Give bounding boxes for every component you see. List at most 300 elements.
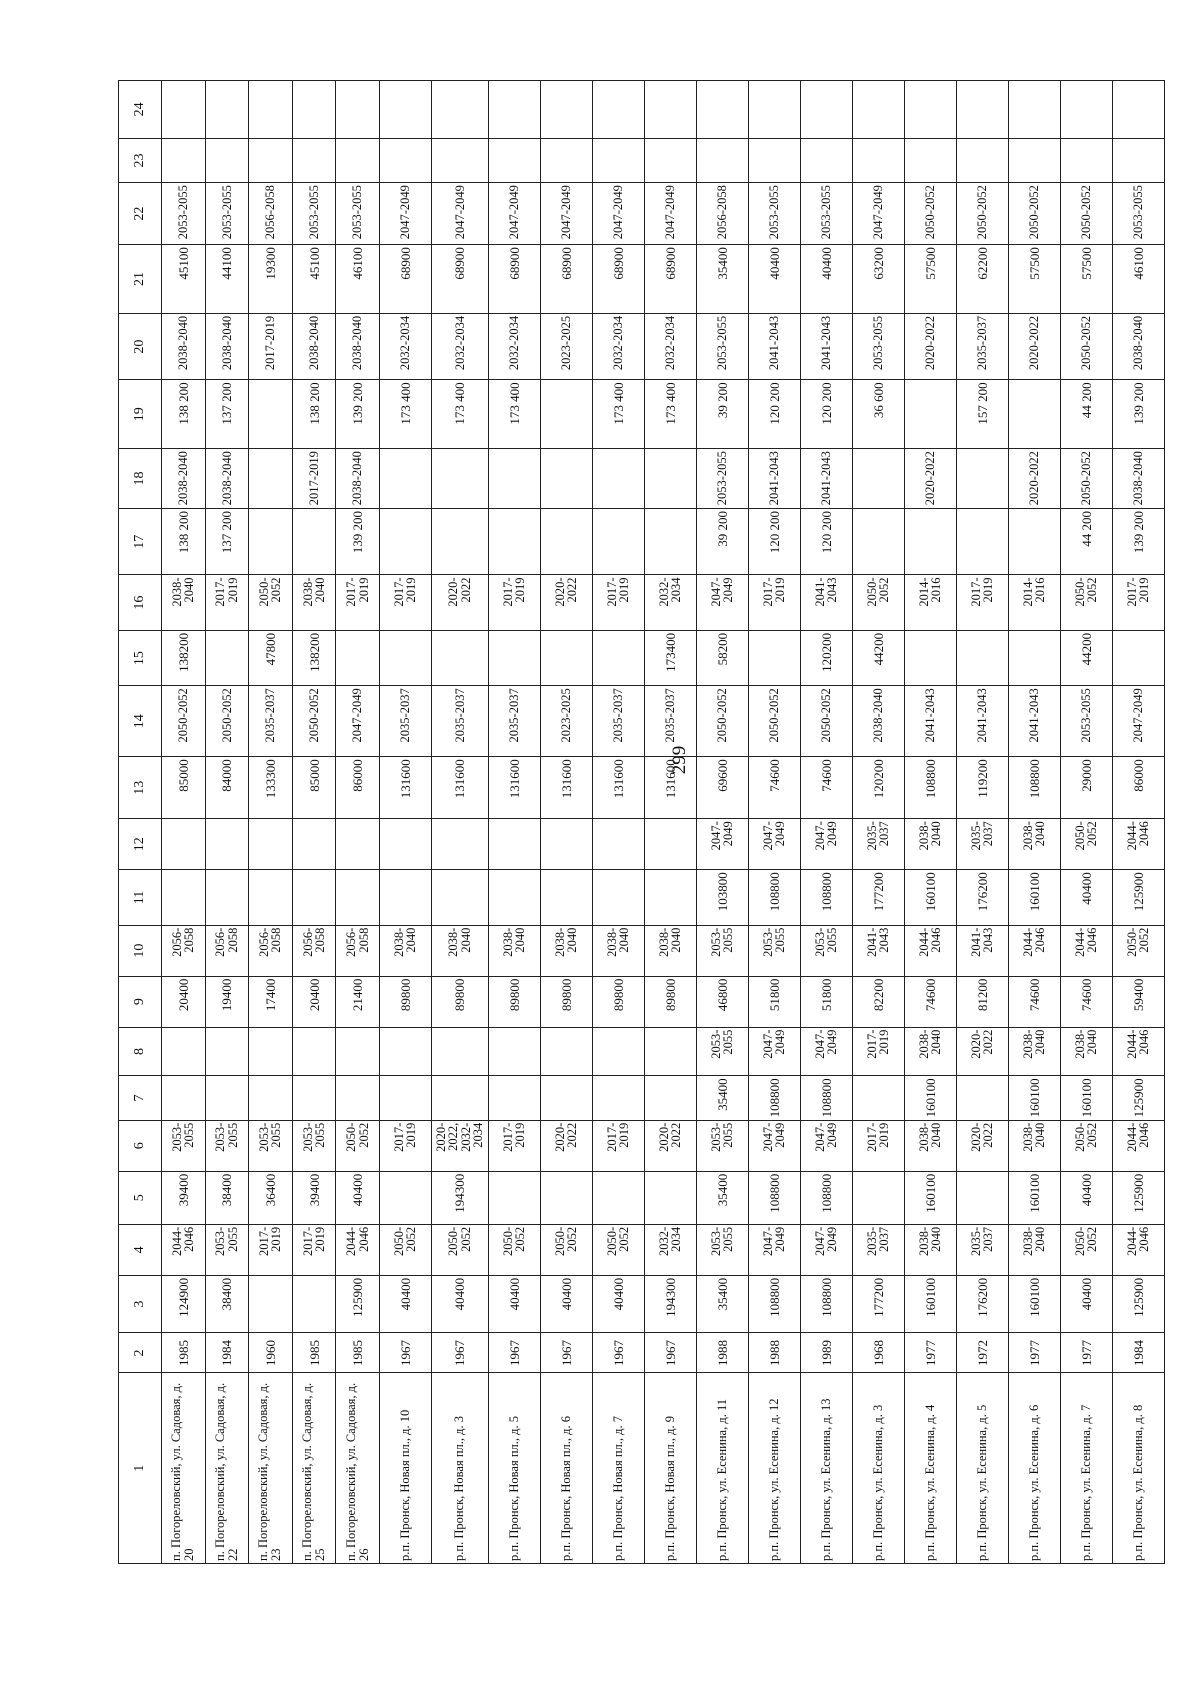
period-cell: 2020-2022 [956, 1027, 1008, 1076]
cost-cell: 35400 [696, 1171, 748, 1224]
year-cell: 1977 [904, 1333, 956, 1373]
period-cell: 2044-2046 [1112, 1224, 1164, 1275]
cost-cell: 40400 [431, 1275, 488, 1333]
cost-cell [379, 138, 431, 182]
period-cell: 2017-2019 [249, 313, 293, 380]
table-row [249, 81, 293, 1564]
period-cell: 2041-2043 [956, 925, 1008, 976]
period-cell [336, 1027, 380, 1076]
cost-cell [748, 630, 800, 685]
period-cell: 2044-2046 [1060, 925, 1112, 976]
cost-cell: 51800 [800, 976, 852, 1027]
period-cell: 2038-2040 [379, 925, 431, 976]
cost-cell: 125900 [1112, 1275, 1164, 1333]
address-cell: р.п. Пронск, Новая пл., д. 7 [592, 1373, 644, 1564]
period-cell: 2050-2052 [431, 1224, 488, 1275]
cost-cell: 137 200 [205, 508, 249, 575]
cost-cell: 36400 [249, 1171, 293, 1224]
year-cell: 1985 [336, 1333, 380, 1373]
period-cell: 2050-2052 [956, 183, 1008, 245]
period-cell: 2035-2037 [431, 686, 488, 757]
cost-cell: 194300 [644, 1275, 696, 1333]
period-cell: 2050-2052 [336, 1120, 380, 1171]
period-cell [540, 819, 592, 870]
cost-cell: 89800 [644, 976, 696, 1027]
column-number-11: 11 [119, 870, 162, 925]
period-cell: 2035-2037 [644, 686, 696, 757]
cost-cell [956, 508, 1008, 575]
period-cell: 2053-2055 [748, 183, 800, 245]
cost-cell: 44 200 [1060, 380, 1112, 449]
cost-cell [249, 1275, 293, 1333]
cost-cell [540, 1076, 592, 1120]
cost-cell: 81200 [956, 976, 1008, 1027]
cost-cell [592, 1171, 644, 1224]
cost-cell: 173 400 [644, 380, 696, 449]
cost-cell: 36 600 [852, 380, 904, 449]
period-cell [336, 81, 380, 139]
year-cell: 1985 [162, 1333, 206, 1373]
period-cell: 2020-2022 [1008, 313, 1060, 380]
period-cell: 2047-2049 [748, 1027, 800, 1076]
table-row [956, 81, 1008, 1564]
period-cell: 2020-2022, 2032-2034 [431, 1120, 488, 1171]
period-cell: 2017-2019 [852, 1027, 904, 1076]
table-row [1112, 81, 1164, 1564]
period-cell [336, 819, 380, 870]
cost-cell [540, 630, 592, 685]
period-cell: 2020-2022 [431, 575, 488, 630]
period-cell: 2050-2052 [748, 686, 800, 757]
cost-cell: 74600 [1060, 976, 1112, 1027]
cost-cell [1008, 380, 1060, 449]
cost-cell: 103800 [696, 870, 748, 925]
table-row [800, 81, 852, 1564]
cost-cell: 160100 [904, 1275, 956, 1333]
address-cell: р.п. Пронск, ул. Есенина, д. 6 [1008, 1373, 1060, 1564]
cost-cell: 46100 [1112, 245, 1164, 314]
cost-cell: 139 200 [336, 508, 380, 575]
cost-cell: 68900 [379, 245, 431, 314]
cost-cell: 44200 [852, 630, 904, 685]
period-cell: 2053-2055 [696, 1120, 748, 1171]
table-row [379, 81, 431, 1564]
cost-cell: 57500 [1008, 245, 1060, 314]
cost-cell [488, 870, 540, 925]
cost-cell: 47800 [249, 630, 293, 685]
cost-cell [162, 870, 206, 925]
year-cell: 1977 [1060, 1333, 1112, 1373]
period-cell: 2053-2055 [852, 313, 904, 380]
period-cell: 2056-2058 [205, 925, 249, 976]
period-cell: 2047-2049 [1112, 686, 1164, 757]
cost-cell: 89800 [379, 976, 431, 1027]
cost-cell [205, 630, 249, 685]
period-cell: 2038-2040 [904, 1027, 956, 1076]
period-cell [162, 81, 206, 139]
period-cell: 2053-2055 [696, 449, 748, 509]
period-cell: 2038-2040 [1008, 819, 1060, 870]
period-cell: 2017-2019 [592, 575, 644, 630]
column-number-row [119, 81, 162, 1564]
cost-cell: 68900 [592, 245, 644, 314]
period-cell: 2050-2052 [1060, 183, 1112, 245]
period-cell [379, 81, 431, 139]
period-cell: 2050-2052 [292, 686, 336, 757]
cost-cell: 35400 [696, 1275, 748, 1333]
cost-cell: 120200 [800, 630, 852, 685]
period-cell: 2050-2052 [1112, 925, 1164, 976]
period-cell: 2017-2019 [488, 1120, 540, 1171]
table-body [162, 81, 1165, 1564]
cost-cell: 44200 [1060, 630, 1112, 685]
cost-cell: 139 200 [1112, 508, 1164, 575]
table-row [431, 81, 488, 1564]
period-cell: 2053-2055 [205, 1224, 249, 1275]
period-cell: 2032-2034 [644, 1224, 696, 1275]
cost-cell [249, 1076, 293, 1120]
cost-cell: 74600 [1008, 976, 1060, 1027]
cost-cell: 177200 [852, 1275, 904, 1333]
cost-cell: 125900 [336, 1275, 380, 1333]
address-cell: п. Погореловский, ул. Садовая, д. 22 [205, 1373, 249, 1564]
period-cell: 2035-2037 [852, 819, 904, 870]
cost-cell: 40400 [748, 245, 800, 314]
year-cell: 1967 [592, 1333, 644, 1373]
cost-cell [488, 630, 540, 685]
cost-cell [1008, 630, 1060, 685]
period-cell: 2032-2034 [379, 313, 431, 380]
period-cell: 2041-2043 [800, 313, 852, 380]
period-cell: 2038-2040 [292, 575, 336, 630]
period-cell: 2038-2040 [1008, 1027, 1060, 1076]
cost-cell [249, 870, 293, 925]
period-cell [205, 819, 249, 870]
cost-cell: 57500 [1060, 245, 1112, 314]
cost-cell: 19400 [205, 976, 249, 1027]
period-cell: 2044-2046 [1112, 1027, 1164, 1076]
period-cell [852, 449, 904, 509]
period-cell: 2017-2019 [1112, 575, 1164, 630]
cost-cell: 177200 [852, 870, 904, 925]
period-cell: 2047-2049 [696, 819, 748, 870]
cost-cell: 173 400 [379, 380, 431, 449]
column-number-17: 17 [119, 508, 162, 575]
cost-cell: 160100 [904, 1171, 956, 1224]
period-cell [592, 449, 644, 509]
year-cell: 1960 [249, 1333, 293, 1373]
period-cell: 2020-2022 [540, 1120, 592, 1171]
column-number-1: 1 [119, 1373, 162, 1564]
cost-cell [292, 138, 336, 182]
period-cell: 2047-2049 [488, 183, 540, 245]
cost-cell [904, 138, 956, 182]
cost-cell [488, 508, 540, 575]
period-cell: 2014-2016 [1008, 575, 1060, 630]
cost-cell: 86000 [1112, 757, 1164, 819]
cost-cell [205, 1076, 249, 1120]
cost-cell [592, 630, 644, 685]
address-cell: р.п. Пронск, ул. Есенина, д. 4 [904, 1373, 956, 1564]
period-cell: 2050-2052 [1060, 313, 1112, 380]
cost-cell [956, 138, 1008, 182]
period-cell: 2047-2049 [800, 1224, 852, 1275]
period-cell: 2038-2040 [162, 313, 206, 380]
cost-cell [292, 1275, 336, 1333]
period-cell: 2053-2055 [162, 183, 206, 245]
cost-cell: 40400 [1060, 1171, 1112, 1224]
period-cell: 2053-2055 [696, 1224, 748, 1275]
column-number-24: 24 [119, 81, 162, 139]
period-cell: 2053-2055 [800, 925, 852, 976]
column-number-5: 5 [119, 1171, 162, 1224]
cost-cell [431, 630, 488, 685]
cost-cell: 40400 [800, 245, 852, 314]
period-cell: 2050-2052 [1060, 575, 1112, 630]
period-cell [800, 81, 852, 139]
period-cell: 2047-2049 [800, 1027, 852, 1076]
period-cell: 2047-2049 [800, 819, 852, 870]
table-row [1008, 81, 1060, 1564]
column-number-14: 14 [119, 686, 162, 757]
period-cell: 2038-2040 [292, 313, 336, 380]
period-cell: 2038-2040 [336, 449, 380, 509]
cost-cell: 39 200 [696, 508, 748, 575]
cost-cell: 20400 [162, 976, 206, 1027]
column-number-18: 18 [119, 449, 162, 509]
column-number-23: 23 [119, 138, 162, 182]
cost-cell: 68900 [644, 245, 696, 314]
period-cell: 2050-2052 [852, 575, 904, 630]
cost-cell: 120 200 [748, 380, 800, 449]
table-row [696, 81, 748, 1564]
table-row [540, 81, 592, 1564]
cost-cell: 19300 [249, 245, 293, 314]
cost-cell: 173 400 [431, 380, 488, 449]
cost-cell [540, 1171, 592, 1224]
period-cell [956, 449, 1008, 509]
cost-cell [336, 870, 380, 925]
period-cell [592, 1027, 644, 1076]
period-cell: 2053-2055 [696, 1027, 748, 1076]
period-cell [488, 81, 540, 139]
cost-cell: 57500 [904, 245, 956, 314]
cost-cell: 40400 [1060, 870, 1112, 925]
cost-cell [488, 1076, 540, 1120]
cost-cell [904, 380, 956, 449]
period-cell: 2032-2034 [431, 313, 488, 380]
period-cell [1112, 81, 1164, 139]
period-cell: 2047-2049 [748, 819, 800, 870]
period-cell: 2044-2046 [1008, 925, 1060, 976]
cost-cell: 131600 [644, 757, 696, 819]
address-cell: р.п. Пронск, ул. Есенина, д. 11 [696, 1373, 748, 1564]
period-cell: 2035-2037 [379, 686, 431, 757]
period-cell: 2053-2055 [205, 1120, 249, 1171]
cost-cell: 40400 [488, 1275, 540, 1333]
period-cell [904, 81, 956, 139]
year-cell: 1967 [644, 1333, 696, 1373]
period-cell: 2053-2055 [1112, 183, 1164, 245]
period-cell: 2017-2019 [852, 1120, 904, 1171]
period-cell [540, 81, 592, 139]
cost-cell: 58200 [696, 630, 748, 685]
period-cell: 2047-2049 [748, 1224, 800, 1275]
period-cell [488, 819, 540, 870]
period-cell: 2038-2040 [205, 449, 249, 509]
cost-cell [956, 1171, 1008, 1224]
period-cell: 2047-2049 [379, 183, 431, 245]
cost-cell [1112, 138, 1164, 182]
period-cell: 2035-2037 [592, 686, 644, 757]
cost-cell: 59400 [1112, 976, 1164, 1027]
period-cell: 2056-2058 [696, 183, 748, 245]
cost-cell: 119200 [956, 757, 1008, 819]
cost-cell [748, 138, 800, 182]
cost-cell: 89800 [592, 976, 644, 1027]
cost-cell: 44 200 [1060, 508, 1112, 575]
year-cell: 1984 [205, 1333, 249, 1373]
period-cell: 2050-2052 [162, 686, 206, 757]
cost-cell: 40400 [592, 1275, 644, 1333]
period-cell [540, 449, 592, 509]
cost-cell [592, 1076, 644, 1120]
cost-cell [249, 508, 293, 575]
period-cell: 2041-2043 [956, 686, 1008, 757]
cost-cell: 46100 [336, 245, 380, 314]
period-cell: 2053-2055 [292, 1120, 336, 1171]
period-cell: 2020-2022 [644, 1120, 696, 1171]
address-cell: р.п. Пронск, Новая пл., д. 5 [488, 1373, 540, 1564]
column-number-2: 2 [119, 1333, 162, 1373]
period-cell [292, 81, 336, 139]
period-cell: 2047-2049 [592, 183, 644, 245]
period-cell: 2038-2040 [162, 449, 206, 509]
cost-cell [1008, 138, 1060, 182]
cost-cell [379, 1171, 431, 1224]
cost-cell [205, 870, 249, 925]
cost-cell [852, 1171, 904, 1224]
year-cell: 1968 [852, 1333, 904, 1373]
period-cell: 2044-2046 [1112, 1120, 1164, 1171]
cost-cell: 108800 [800, 1275, 852, 1333]
period-cell [292, 1027, 336, 1076]
period-cell: 2035-2037 [956, 313, 1008, 380]
period-cell [379, 1027, 431, 1076]
period-cell [379, 449, 431, 509]
period-cell: 2044-2046 [904, 925, 956, 976]
period-cell: 2041-2043 [800, 449, 852, 509]
period-cell: 2035-2037 [956, 1224, 1008, 1275]
period-cell: 2053-2055 [748, 925, 800, 976]
table-row [592, 81, 644, 1564]
address-cell: п. Погореловский, ул. Садовая, д. 23 [249, 1373, 293, 1564]
period-cell: 2038-2040 [205, 313, 249, 380]
period-cell: 2056-2058 [249, 925, 293, 976]
period-cell: 2044-2046 [1112, 819, 1164, 870]
cost-cell: 160100 [1008, 1076, 1060, 1120]
cost-cell [540, 870, 592, 925]
cost-cell: 139 200 [336, 380, 380, 449]
period-cell: 2041-2043 [1008, 686, 1060, 757]
cost-cell [205, 138, 249, 182]
period-cell: 2056-2058 [292, 925, 336, 976]
cost-cell: 86000 [336, 757, 380, 819]
column-number-16: 16 [119, 575, 162, 630]
cost-cell [852, 1076, 904, 1120]
period-cell: 2050-2052 [696, 686, 748, 757]
column-number-10: 10 [119, 925, 162, 976]
table-row [205, 81, 249, 1564]
cost-cell [644, 138, 696, 182]
cost-cell [1112, 630, 1164, 685]
period-cell [249, 81, 293, 139]
period-cell [431, 449, 488, 509]
period-cell: 2041-2043 [904, 686, 956, 757]
period-cell: 2053-2055 [1060, 686, 1112, 757]
cost-cell [540, 138, 592, 182]
period-cell: 2050-2052 [488, 1224, 540, 1275]
period-cell: 2032-2034 [644, 313, 696, 380]
period-cell: 2053-2055 [249, 1120, 293, 1171]
cost-cell: 160100 [904, 1076, 956, 1120]
period-cell: 2047-2049 [644, 183, 696, 245]
cost-cell: 108800 [800, 870, 852, 925]
period-cell: 2017-2019 [336, 575, 380, 630]
period-cell: 2038-2040 [852, 686, 904, 757]
period-cell [748, 81, 800, 139]
period-cell [1060, 81, 1112, 139]
address-cell: р.п. Пронск, ул. Есенина, д. 12 [748, 1373, 800, 1564]
cost-cell: 38400 [205, 1171, 249, 1224]
address-cell: р.п. Пронск, ул. Есенина, д. 3 [852, 1373, 904, 1564]
cost-cell: 17400 [249, 976, 293, 1027]
cost-cell: 131600 [540, 757, 592, 819]
cost-cell [904, 630, 956, 685]
period-cell: 2047-2049 [748, 1120, 800, 1171]
address-cell: р.п. Пронск, Новая пл., д. 10 [379, 1373, 431, 1564]
cost-cell [292, 508, 336, 575]
cost-cell [644, 1076, 696, 1120]
period-cell: 2056-2058 [249, 183, 293, 245]
period-cell: 2050-2052 [1060, 1120, 1112, 1171]
period-cell: 2056-2058 [162, 925, 206, 976]
table-row [748, 81, 800, 1564]
period-cell [1008, 81, 1060, 139]
cost-cell: 40400 [540, 1275, 592, 1333]
period-cell [644, 449, 696, 509]
period-cell: 2044-2046 [336, 1224, 380, 1275]
period-cell: 2041-2043 [748, 313, 800, 380]
address-cell: п. Погореловский, ул. Садовая, д. 20 [162, 1373, 206, 1564]
cost-cell: 108800 [748, 1275, 800, 1333]
period-cell: 2047-2049 [336, 686, 380, 757]
cost-cell [379, 870, 431, 925]
period-cell: 2020-2022 [540, 575, 592, 630]
table-row [336, 81, 380, 1564]
cost-cell: 40400 [379, 1275, 431, 1333]
address-cell: р.п. Пронск, ул. Есенина, д. 5 [956, 1373, 1008, 1564]
cost-cell: 173 400 [592, 380, 644, 449]
period-cell [249, 1027, 293, 1076]
cost-cell [592, 870, 644, 925]
period-cell: 2050-2052 [1060, 819, 1112, 870]
period-cell [249, 449, 293, 509]
cost-cell: 89800 [488, 976, 540, 1027]
cost-cell [852, 138, 904, 182]
period-cell: 2041-2043 [852, 925, 904, 976]
column-number-21: 21 [119, 245, 162, 314]
